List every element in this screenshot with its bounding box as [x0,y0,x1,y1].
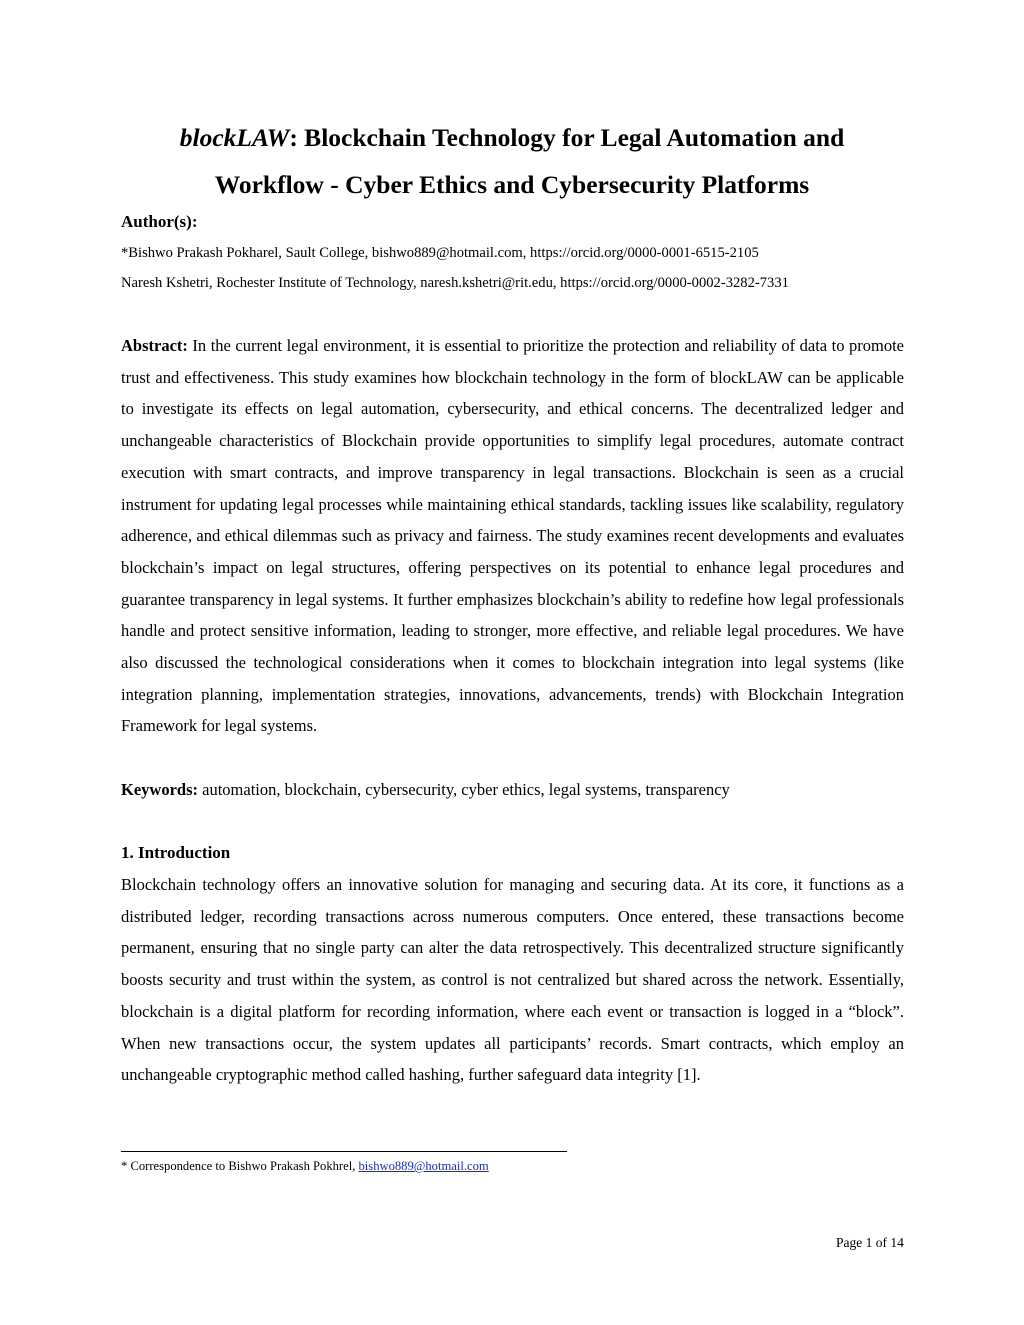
footnote [121,1159,489,1174]
section-heading-introduction: 1. Introduction [121,843,231,862]
introduction-paragraph: Blockchain technology offers an innovative solution for managing and securing data. At its core, it functions as a distributed ledger, recording transactions across numerous computers. Once entered, these transactions become permanent, ensuring that no single party can alter the data retrospectively. This decentralized structure significantly boosts security and trust within the system, as control is not centralized but shared across the network. Essentially, blockchain is a digital platform for recording information, where each event or transaction is logged in a “block”. When new transactions occur, the system updates all participants’ records. Smart contracts, which employ an unchangeable cryptographic method called hashing, further safeguard data integrity [1]. [121,875,904,1085]
author-line-2: Naresh Kshetri, Rochester Institute of Technology, naresh.kshetri@rit.edu, https://orcid.org/0000-0002-3282-7331 [121,275,789,291]
authors-heading: Author(s): [121,212,198,231]
abstract-text: In the current legal environment, it is essential to prioritize the protection and reliability of data to promote trust and effectiveness. This study examines how blockchain technology in the form of blockLAW can be applicable to investigate its effects on legal automation, cybersecurity, and ethical concerns. The decentralized ledger and unchangeable characteristics of Blockchain provide opportunities to simplify legal procedures, automate contract execution with smart contracts, and improve transparency in legal transactions. Blockchain is seen as a crucial instrument for updating legal processes while maintaining ethical standards, tackling issues like scalability, regulatory adherence, and ethical dilemmas such as privacy and fairness. The study examines recent developments and evaluates blockchain’s impact on legal structures, offering perspectives on its potential to enhance legal procedures and guarantee transparency in legal systems. It further emphasizes blockchain’s ability to redefine how legal professionals handle and protect sensitive information, leading to stronger, more effective, and reliable legal procedures. We have also discussed the technological considerations when it comes to blockchain integration into legal systems (like integration planning, implementation strategies, innovations, advancements, trends) with Blockchain Integration Framework for legal systems. [121,336,904,736]
footnote-divider [121,1151,567,1152]
keywords-text: automation, blockchain, cybersecurity, cyber ethics, legal systems, transparency [198,780,730,799]
footnote-email-link[interactable]: bishwo889@hotmail.com [358,1159,489,1173]
page-number: Page 1 of 14 [836,1235,904,1250]
footnote-text: * Correspondence to Bishwo Prakash Pokhrel, [121,1159,359,1173]
title-emphasis: blockLAW [179,123,290,152]
author-line-1: *Bishwo Prakash Pokharel, Sault College, bishwo889@hotmail.com, https://orcid.org/0000-0001-6515-2105 [121,245,759,261]
title-line-2: Workflow - Cyber Ethics and Cybersecurity Platforms [214,170,810,199]
title-line-1-rest: : Blockchain Technology for Legal Automation and [289,123,845,152]
abstract [121,330,904,742]
title-line-1 [60,114,964,161]
abstract-label: Abstract: [121,336,188,355]
paper-title [60,114,964,208]
keywords [121,774,730,806]
keywords-label: Keywords: [121,780,198,799]
